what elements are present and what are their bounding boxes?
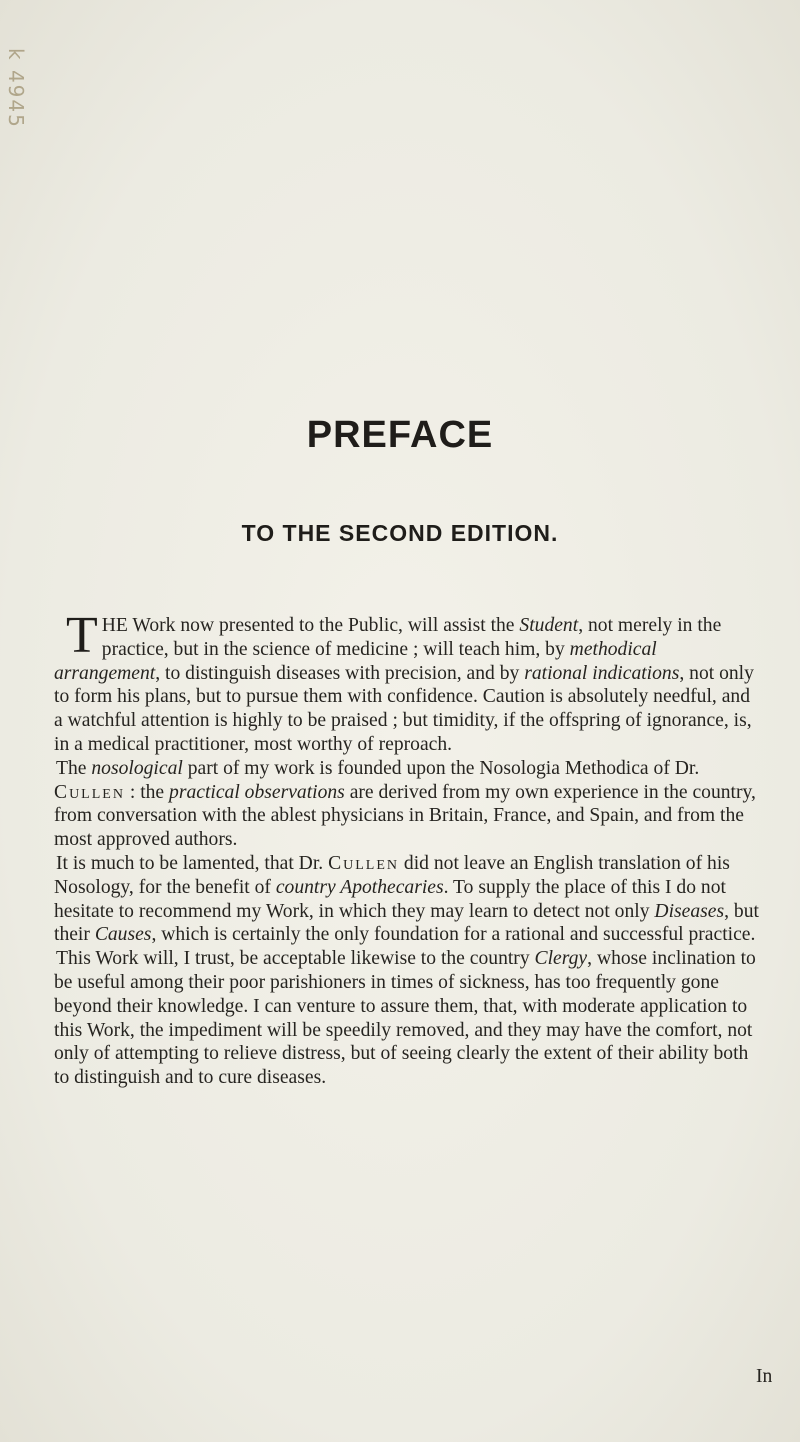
author-name: Cullen	[54, 781, 125, 803]
text-span: part of my work is founded upon the Nosologia Methodica of Dr.	[182, 757, 700, 779]
italic-term: Clergy	[534, 948, 588, 970]
text-span: are derived from my own experience in the country, from conversation with the ablest physicians in Britain, France, and Spain, and from the most approved authors.	[54, 781, 756, 851]
text-span: , not only to form his plans, but to pursue them with confidence. Caution is absolutely needful, and a watchful attention is highly to be praised ; but timidity, if the offspring of ignorance, is, in a medical practitioner, most worthy of reproach.	[54, 662, 754, 755]
margin-annotation: k 4945	[4, 48, 28, 129]
italic-term: nosological	[91, 757, 183, 779]
text-span: . To supply the place of this I do not hesitate to recommend my Work, in which they may learn to detect not only	[54, 876, 726, 922]
page-title: PREFACE	[306, 414, 494, 456]
preface-body	[54, 607, 760, 1090]
italic-term: rational indications	[524, 662, 680, 684]
text-span: It is much to be lamented, that Dr.	[56, 852, 329, 874]
author-name: Cullen	[328, 852, 400, 874]
text-span: did not leave an English translation of his Nosology, for the benefit of	[54, 852, 730, 898]
catchword: In	[756, 1366, 773, 1387]
text-span: The	[56, 757, 92, 779]
text-span: This Work will, I trust, be acceptable likewise to the country	[56, 948, 535, 970]
paragraph-4	[54, 947, 760, 1090]
paragraph-1	[54, 607, 760, 757]
italic-term: Diseases	[654, 900, 725, 922]
text-span: , which is certainly the only foundation for a rational and successful practice.	[151, 924, 756, 946]
text-span: , but their	[54, 900, 759, 946]
text-span: , whose inclination to be useful among their poor parishioners in times of sickness, has too frequently gone beyond their knowledge. I can venture to assure them, that, with moderate application to this Work, the impediment will be speedily removed, and they may have the comfort, not only of attempting to relieve distress, but of seeing clearly the extent of their ability both to distinguish and to cure diseases.	[54, 948, 756, 1089]
italic-term: country Apothecaries	[275, 876, 444, 898]
text-span: , to distinguish diseases with precision, and by	[155, 662, 525, 684]
italic-term: methodical arrangement	[54, 638, 657, 684]
text-span: : the	[124, 781, 170, 803]
text-span: HE Work now presented to the Public, will assist the	[101, 615, 520, 636]
text-span: , not merely in the practice, but in the science of medicine ; will teach him, by	[101, 615, 722, 660]
page-subtitle: TO THE SECOND EDITION.	[241, 520, 559, 546]
italic-term: Student	[519, 615, 579, 636]
drop-cap: T	[66, 607, 98, 664]
italic-term: practical observations	[169, 781, 345, 803]
paragraph-2	[54, 757, 760, 852]
paragraph-3	[54, 852, 760, 947]
italic-term: Causes	[94, 924, 152, 946]
